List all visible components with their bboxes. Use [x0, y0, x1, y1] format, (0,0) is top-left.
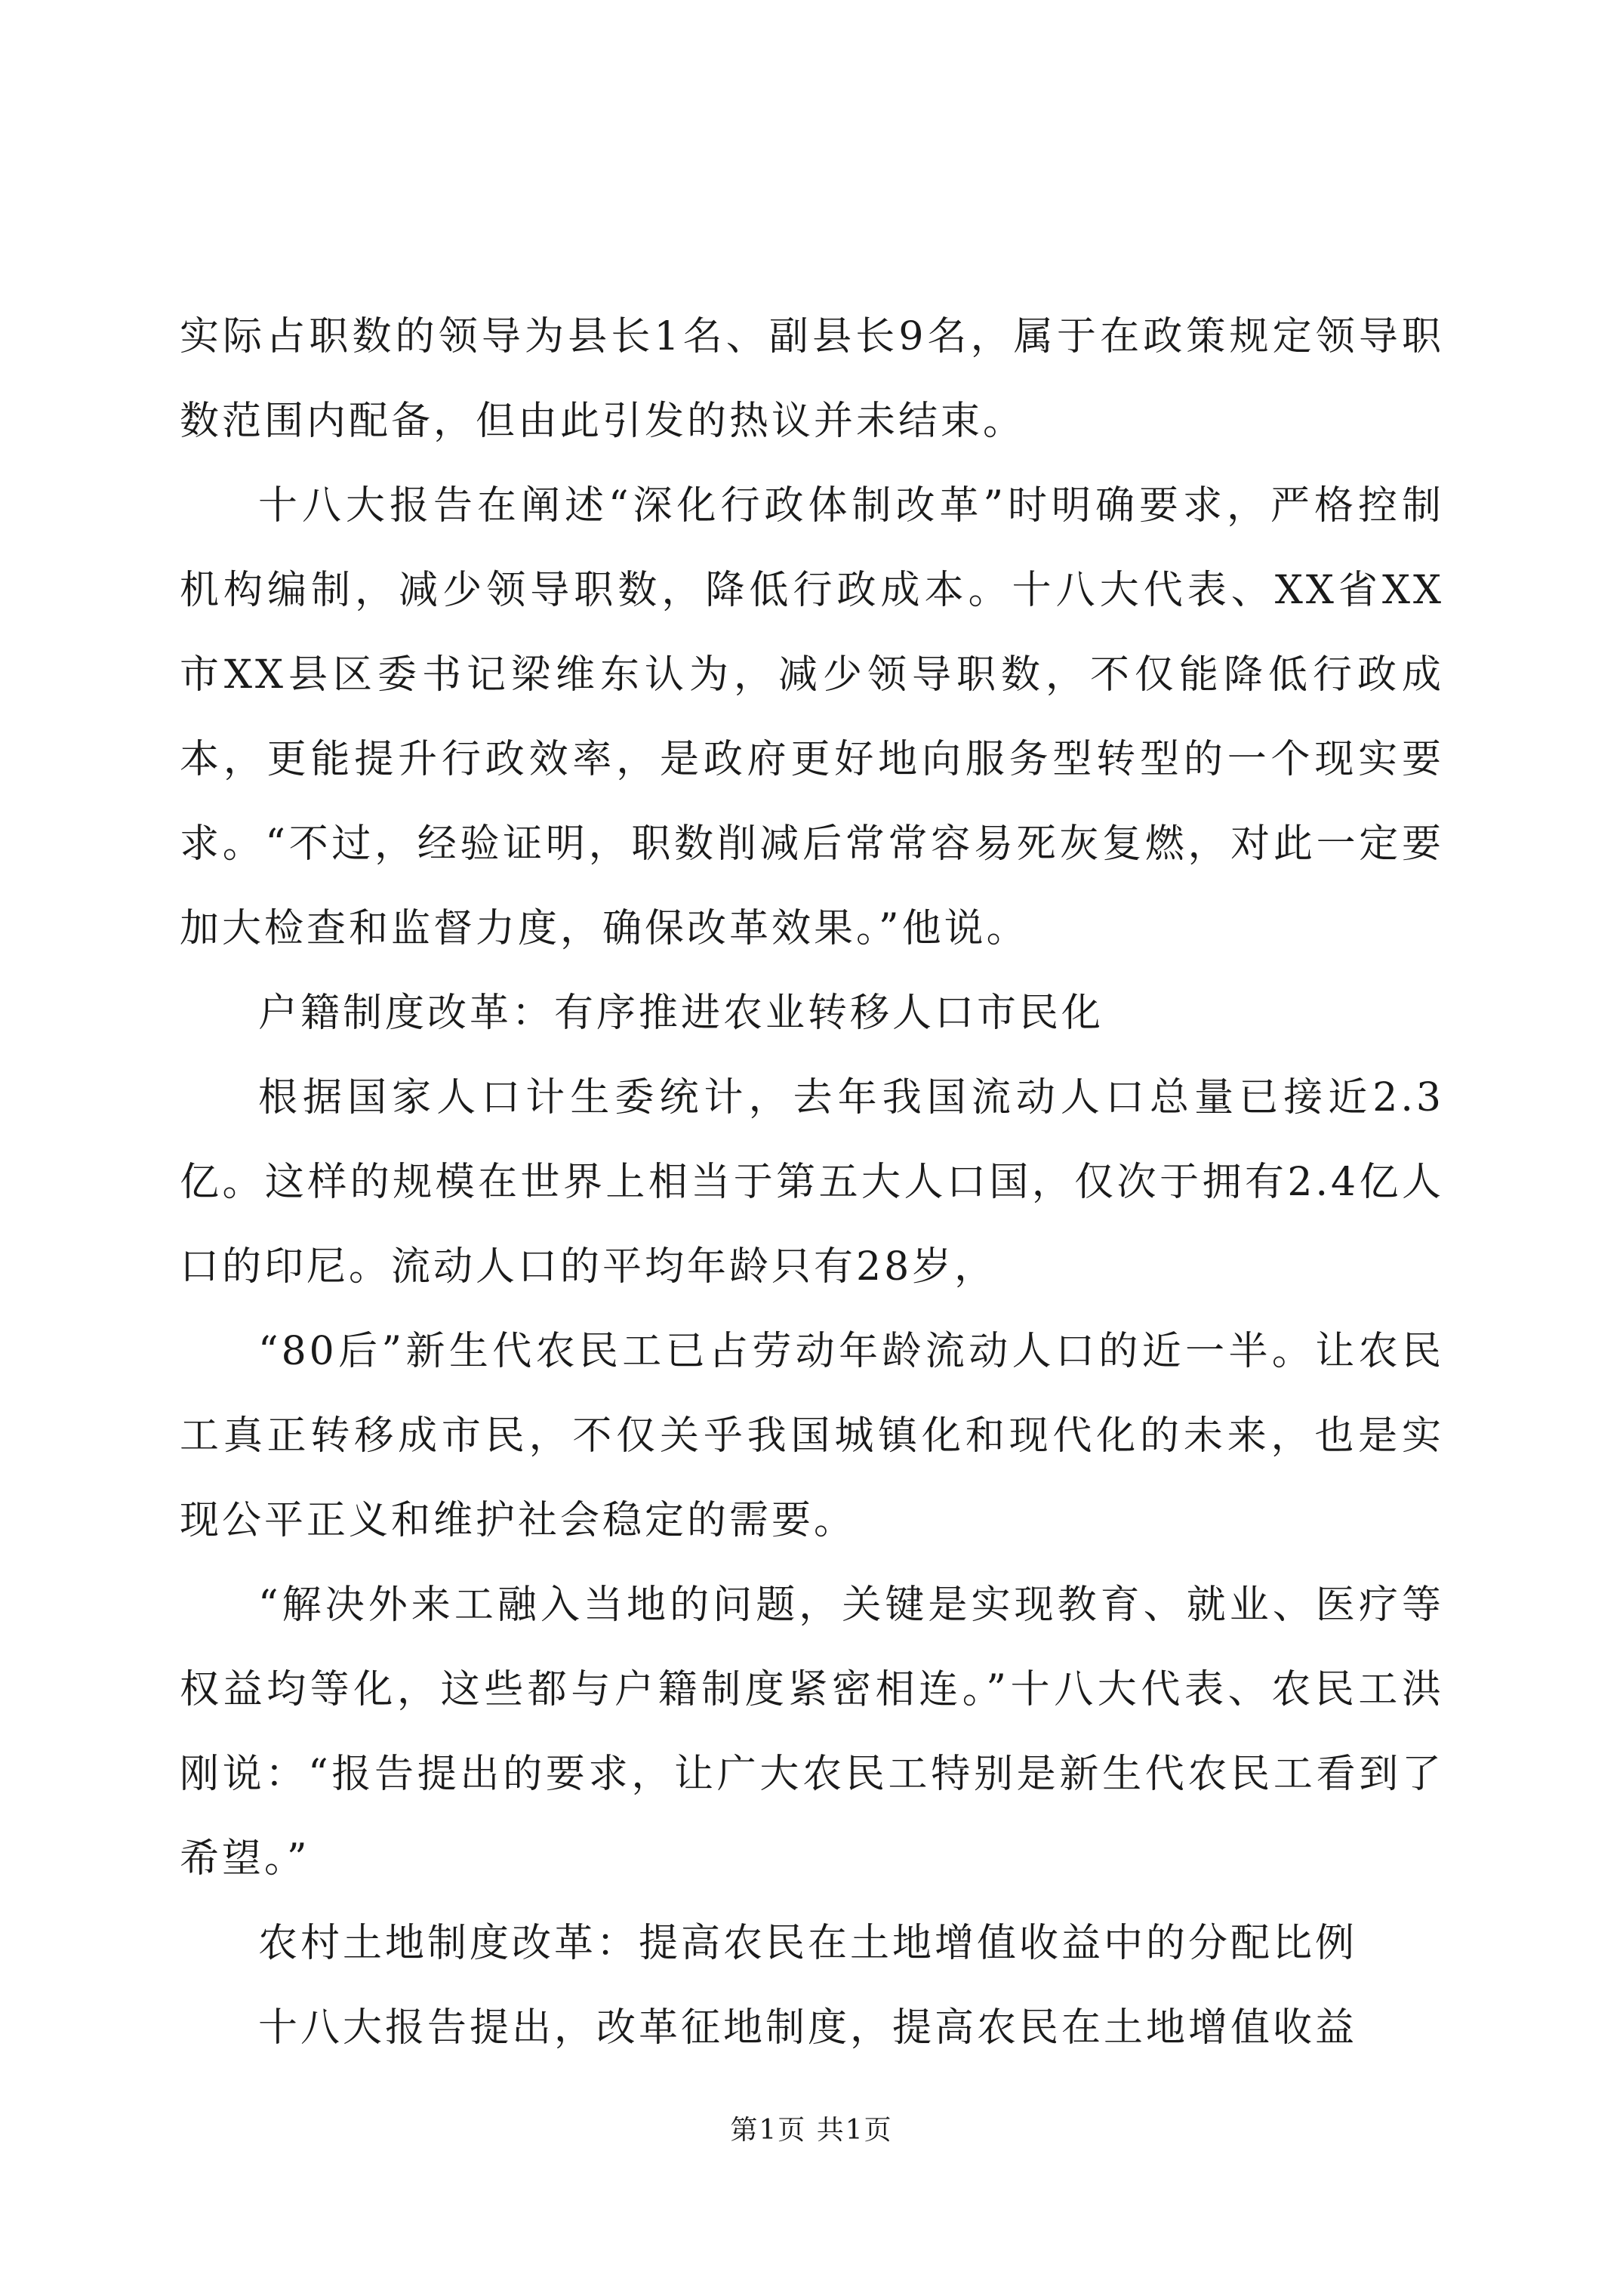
- section-heading-rural-land: 农村土地制度改革：提高农民在土地增值收益中的分配比例: [258, 1921, 1358, 1966]
- paragraph-5: “解决外来工融入当地的问题，关键是实现教育、就业、医疗等权益均等化，这些都与户籍制度紧密相连。”十八大代表、农民工洪刚说：“报告提出的要求，让广大农民工特别是新生代农民工看到了希望。”: [180, 1583, 1444, 1881]
- paragraph-2: 十八大报告在阐述“深化行政体制改革”时明确要求，严格控制机构编制，减少领导职数，降低行政成本。十八大代表、XX省XX市XX县区委书记梁维东认为，减少领导职数，不仅能降低行政成本，更能提升行政效率，是政府更好地向服务型转型的一个现实要求。“不过，经验证明，职数削减后常常容易死灰复燃，对此一定要加大检查和监督力度，确保改革效果。”他说。: [180, 483, 1444, 951]
- paragraph-4: “80后”新生代农民工已占劳动年龄流动人口的近一半。让农民工真正转移成市民，不仅关乎我国城镇化和现代化的未来，也是实现公平正义和维护社会稳定的需要。: [180, 1329, 1444, 1543]
- paragraph-6: 十八大报告提出，改革征地制度，提高农民在土地增值收益: [258, 2005, 1358, 2051]
- page-number-label: 第1页 共1页: [730, 2115, 893, 2146]
- paragraph-1: 实际占职数的领导为县长1名、副县长9名，属于在政策规定领导职数范围内配备，但由此引发的热议并未结束。: [180, 314, 1444, 444]
- page-footer: [0, 2114, 1623, 2147]
- paragraph-3: 根据国家人口计生委统计，去年我国流动人口总量已接近2.3亿。这样的规模在世界上相当于第五大人口国，仅次于拥有2.4亿人口的印尼。流动人口的平均年龄只有28岁，: [180, 1075, 1444, 1290]
- document-body: [180, 294, 1444, 2070]
- section-heading-household-registration: 户籍制度改革：有序推进农业转移人口市民化: [258, 991, 1104, 1036]
